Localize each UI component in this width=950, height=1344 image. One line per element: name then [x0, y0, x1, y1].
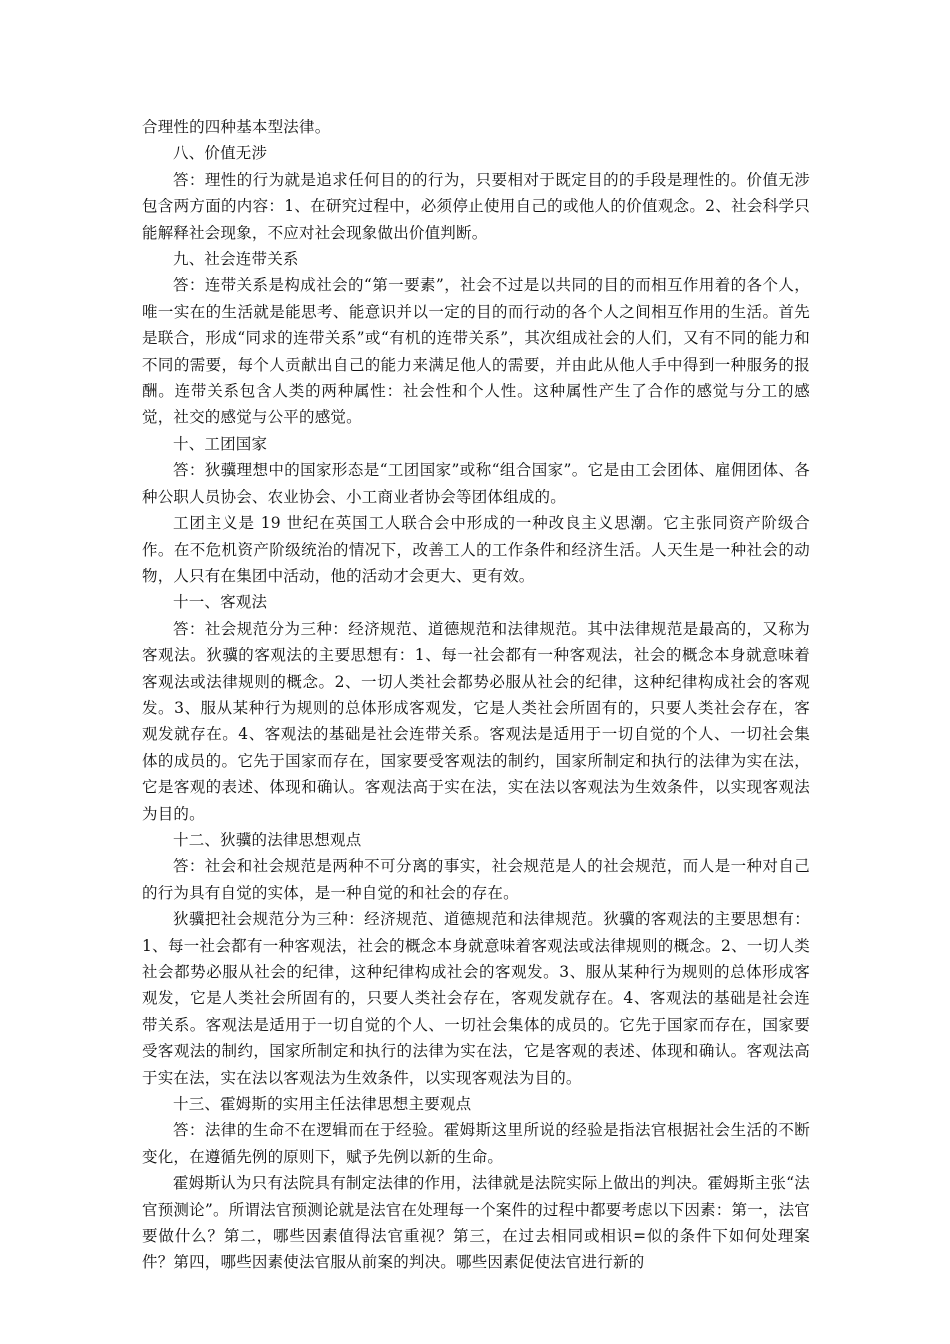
paragraph-intro: 合理性的四种基本型法律。 [142, 118, 331, 136]
body-paragraph-13b: 霍姆斯认为只有法院具有制定法律的作用，法律就是法院实际上做出的判决。霍姆斯主张“法官预测论”。所谓法官预测论就是法官在处理每一个案件的过程中都要考虑以下因素：第一，法官要做什么？第二，哪些因素值得法官重视？第三，在过去相同或相识=似的条件下如何处理案件？第四，哪些因素使法官服从前案的判决。哪些因素促使法官进行新的 [142, 1174, 810, 1272]
section-heading-12: 十二、狄骥的法律思想观点 [173, 830, 362, 849]
document-page [142, 114, 810, 1276]
answer-paragraph-13: 答：法律的生命不在逻辑而在于经验。霍姆斯这里所说的经验是指法官根据社会生活的不断变化，在遵循先例的原则下，赋予先例以新的生命。 [142, 1121, 810, 1166]
body-paragraph-12b: 狄骥把社会规范分为三种：经济规范、道德规范和法律规范。狄骥的客观法的主要思想有：1、每一社会都有一种客观法，社会的概念本身就意味着客观法或法律规则的概念。2、一切人类社会都势必服从社会的纪律，这种纪律构成社会的客观发。3、服从某种行为规则的总体形成客观发，它是人类社会所固有的，只要人类社会存在，客观发就存在。4、客观法的基础是社会连带关系。客观法是适用于一切自觉的个人、一切社会集体的成员的。它先于国家而存在，国家要受客观法的制约，国家所制定和执行的法律为实在法，它是客观的表述、体现和确认。客观法高于实在法，实在法以客观法为生效条件，以实现客观法为目的。 [142, 910, 810, 1087]
answer-paragraph-8: 答：理性的行为就是追求任何目的的行为，只要相对于既定目的的手段是理性的。价值无涉包含两方面的内容：1、在研究过程中，必须停止使用自己的或他人的价值观念。2、社会科学只能解释社会现象，不应对社会现象做出价值判断。 [142, 170, 810, 242]
section-heading-8: 八、价值无涉 [173, 144, 268, 163]
answer-paragraph-11: 答：社会规范分为三种：经济规范、道德规范和法律规范。其中法律规范是最高的，又称为客观法。狄骥的客观法的主要思想有：1、每一社会都有一种客观法，社会的概念本身就意味着客观法或法律规则的概念。2、一切人类社会都势必服从社会的纪律，这种纪律构成社会的客观发。3、服从某种行为规则的总体形成客观发，它是人类社会所固有的，只要人类社会存在，客观发就存在。4、客观法的基础是社会连带关系。客观法是适用于一切自觉的个人、一切社会集体的成员的。它先于国家而存在，国家要受客观法的制约，国家所制定和执行的法律为实在法，它是客观的表述、体现和确认。客观法高于实在法，实在法以客观法为生效条件，以实现客观法为目的。 [142, 619, 810, 823]
answer-paragraph-10: 答：狄骥理想中的国家形态是“工团国家”或称“组合国家”。它是由工会团体、雇佣团体、各种公职人员协会、农业协会、小工商业者协会等团体组成的。 [142, 461, 810, 506]
answer-paragraph-12: 答：社会和社会规范是两种不可分离的事实，社会规范是人的社会规范，而人是一种对自己的行为具有自觉的实体，是一种自觉的和社会的存在。 [142, 857, 810, 902]
section-heading-9: 九、社会连带关系 [173, 250, 299, 269]
section-heading-13: 十三、霍姆斯的实用主任法律思想主要观点 [173, 1095, 472, 1114]
section-heading-10: 十、工团国家 [173, 434, 268, 453]
answer-paragraph-9: 答：连带关系是构成社会的“第一要素”，社会不过是以共同的目的而相互作用着的各个人，唯一实在的生活就是能思考、能意识并以一定的目的而行动的各个人之间相互作用的生活。首先是联合，形成“同求的连带关系”或“有机的连带关系”，其次组成社会的人们，又有不同的能力和不同的需要，每个人贡献出自己的能力来满足他人的需要，并由此从他人手中得到一种服务的报酬。连带关系包含人类的两种属性：社会性和个人性。这种属性产生了合作的感觉与分工的感觉，社交的感觉与公平的感觉。 [142, 276, 810, 427]
body-paragraph-10b: 工团主义是 19 世纪在英国工人联合会中形成的一种改良主义思潮。它主张同资产阶级合作。在不危机资产阶级统治的情况下，改善工人的工作条件和经济生活。人天生是一种社会的动物，人只有在集团中活动，他的活动才会更大、更有效。 [142, 514, 810, 585]
section-heading-11: 十一、客观法 [173, 593, 268, 612]
